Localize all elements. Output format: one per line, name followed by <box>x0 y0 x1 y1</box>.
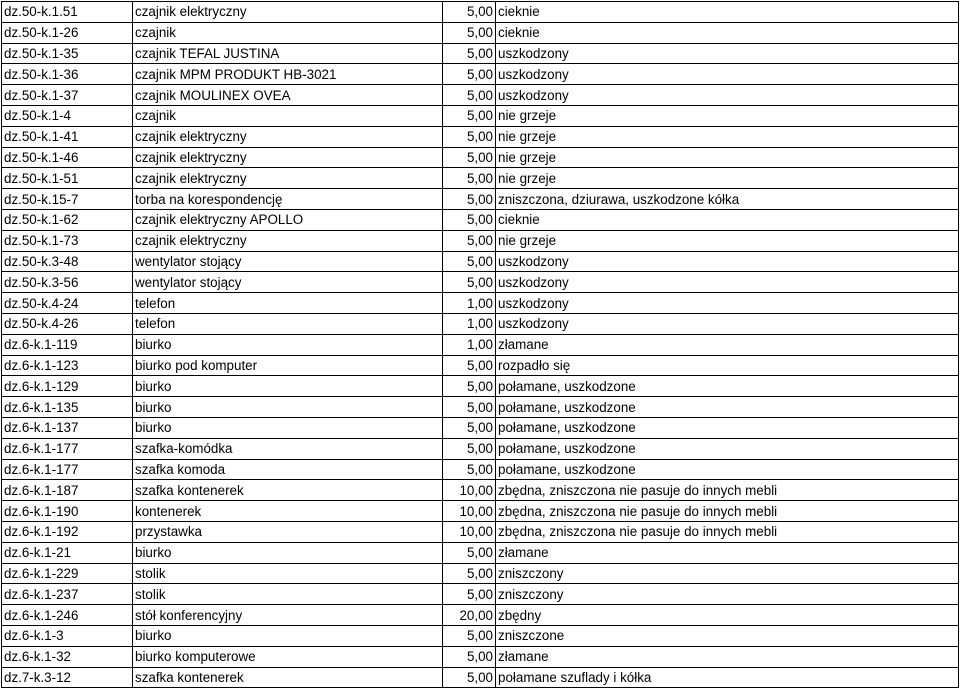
table-row <box>2 168 959 189</box>
table-row <box>2 355 959 376</box>
table-row <box>2 209 959 230</box>
cell-inventory-number: dz.6-k.1-21 <box>2 542 133 563</box>
cell-condition-note: uszkodzony <box>496 272 959 293</box>
cell-quantity: 5,00 <box>443 189 496 210</box>
cell-condition-note: cieknie <box>496 209 959 230</box>
cell-quantity: 1,00 <box>443 293 496 314</box>
cell-inventory-number: dz.50-k.4-24 <box>2 293 133 314</box>
cell-condition-note: złamane <box>496 646 959 667</box>
cell-condition-note: uszkodzony <box>496 64 959 85</box>
cell-inventory-number: dz.6-k.1-32 <box>2 646 133 667</box>
cell-item-name: stolik <box>133 563 443 584</box>
table-row <box>2 22 959 43</box>
cell-condition-note: zniszczony <box>496 563 959 584</box>
cell-item-name: wentylator stojący <box>133 251 443 272</box>
cell-quantity: 5,00 <box>443 563 496 584</box>
cell-item-name: telefon <box>133 293 443 314</box>
cell-inventory-number: dz.50-k.1-51 <box>2 168 133 189</box>
cell-quantity: 5,00 <box>443 355 496 376</box>
cell-condition-note: cieknie <box>496 22 959 43</box>
table-row <box>2 397 959 418</box>
cell-quantity: 5,00 <box>443 64 496 85</box>
cell-inventory-number: dz.50-k.3-56 <box>2 272 133 293</box>
cell-quantity: 5,00 <box>443 397 496 418</box>
cell-condition-note: nie grzeje <box>496 147 959 168</box>
cell-item-name: szafka-komódka <box>133 438 443 459</box>
table-row <box>2 438 959 459</box>
table-row <box>2 230 959 251</box>
cell-quantity: 5,00 <box>443 542 496 563</box>
cell-inventory-number: dz.50-k.1.51 <box>2 2 133 23</box>
cell-condition-note: zniszczona, dziurawa, uszkodzone kółka <box>496 189 959 210</box>
cell-inventory-number: dz.6-k.1-3 <box>2 625 133 646</box>
cell-item-name: wentylator stojący <box>133 272 443 293</box>
cell-condition-note: zbędna, zniszczona nie pasuje do innych mebli <box>496 480 959 501</box>
cell-item-name: czajnik MPM PRODUKT HB-3021 <box>133 64 443 85</box>
cell-condition-note: nie grzeje <box>496 126 959 147</box>
table-row <box>2 313 959 334</box>
cell-item-name: czajnik <box>133 22 443 43</box>
cell-inventory-number: dz.6-k.1-190 <box>2 501 133 522</box>
table-row <box>2 272 959 293</box>
cell-inventory-number: dz.50-k.1-62 <box>2 209 133 230</box>
cell-condition-note: rozpadło się <box>496 355 959 376</box>
cell-item-name: biurko <box>133 334 443 355</box>
table-row <box>2 334 959 355</box>
cell-item-name: biurko <box>133 397 443 418</box>
cell-condition-note: uszkodzony <box>496 251 959 272</box>
cell-inventory-number: dz.6-k.1-187 <box>2 480 133 501</box>
cell-inventory-number: dz.50-k.3-48 <box>2 251 133 272</box>
cell-item-name: biurko komputerowe <box>133 646 443 667</box>
cell-quantity: 10,00 <box>443 501 496 522</box>
cell-item-name: telefon <box>133 313 443 334</box>
table-row <box>2 126 959 147</box>
cell-item-name: stolik <box>133 584 443 605</box>
cell-condition-note: połamane, uszkodzone <box>496 417 959 438</box>
cell-item-name: czajnik TEFAL JUSTINA <box>133 43 443 64</box>
cell-condition-note: połamane, uszkodzone <box>496 459 959 480</box>
table-row <box>2 646 959 667</box>
cell-item-name: czajnik elektryczny <box>133 2 443 23</box>
cell-inventory-number: dz.6-k.1-119 <box>2 334 133 355</box>
table-row <box>2 542 959 563</box>
cell-quantity: 5,00 <box>443 646 496 667</box>
table-row <box>2 584 959 605</box>
cell-condition-note: uszkodzony <box>496 43 959 64</box>
cell-quantity: 5,00 <box>443 85 496 106</box>
cell-condition-note: cieknie <box>496 2 959 23</box>
cell-quantity: 5,00 <box>443 105 496 126</box>
cell-inventory-number: dz.50-k.1-37 <box>2 85 133 106</box>
cell-condition-note: połamane szuflady i kółka <box>496 667 959 688</box>
cell-inventory-number: dz.50-k.1-36 <box>2 64 133 85</box>
cell-inventory-number: dz.6-k.1-137 <box>2 417 133 438</box>
cell-item-name: torba na korespondencję <box>133 189 443 210</box>
cell-quantity: 1,00 <box>443 313 496 334</box>
cell-item-name: kontenerek <box>133 501 443 522</box>
cell-condition-note: złamane <box>496 334 959 355</box>
cell-quantity: 5,00 <box>443 584 496 605</box>
table-row <box>2 667 959 688</box>
cell-inventory-number: dz.50-k.15-7 <box>2 189 133 210</box>
table-row <box>2 2 959 23</box>
cell-item-name: biurko <box>133 376 443 397</box>
cell-item-name: czajnik elektryczny <box>133 126 443 147</box>
cell-quantity: 10,00 <box>443 480 496 501</box>
cell-quantity: 5,00 <box>443 667 496 688</box>
cell-quantity: 1,00 <box>443 334 496 355</box>
cell-quantity: 5,00 <box>443 251 496 272</box>
cell-quantity: 20,00 <box>443 605 496 626</box>
cell-inventory-number: dz.6-k.1-177 <box>2 438 133 459</box>
table-row <box>2 85 959 106</box>
cell-inventory-number: dz.6-k.1-135 <box>2 397 133 418</box>
cell-quantity: 5,00 <box>443 438 496 459</box>
cell-quantity: 5,00 <box>443 22 496 43</box>
cell-item-name: czajnik MOULINEX OVEA <box>133 85 443 106</box>
table-row <box>2 293 959 314</box>
cell-inventory-number: dz.50-k.1-35 <box>2 43 133 64</box>
cell-inventory-number: dz.7-k.3-12 <box>2 667 133 688</box>
cell-condition-note: połamane, uszkodzone <box>496 376 959 397</box>
cell-inventory-number: dz.50-k.1-46 <box>2 147 133 168</box>
cell-quantity: 5,00 <box>443 417 496 438</box>
table-row <box>2 43 959 64</box>
table-row <box>2 480 959 501</box>
cell-quantity: 5,00 <box>443 459 496 480</box>
cell-item-name: szafka kontenerek <box>133 667 443 688</box>
table-row <box>2 563 959 584</box>
cell-inventory-number: dz.50-k.1-41 <box>2 126 133 147</box>
cell-quantity: 5,00 <box>443 230 496 251</box>
cell-inventory-number: dz.6-k.1-229 <box>2 563 133 584</box>
table-row <box>2 625 959 646</box>
table-row <box>2 521 959 542</box>
cell-item-name: czajnik elektryczny <box>133 230 443 251</box>
cell-quantity: 5,00 <box>443 376 496 397</box>
cell-inventory-number: dz.50-k.1-26 <box>2 22 133 43</box>
cell-item-name: biurko pod komputer <box>133 355 443 376</box>
cell-quantity: 5,00 <box>443 147 496 168</box>
cell-inventory-number: dz.6-k.1-237 <box>2 584 133 605</box>
cell-item-name: biurko <box>133 542 443 563</box>
cell-condition-note: nie grzeje <box>496 168 959 189</box>
cell-condition-note: złamane <box>496 542 959 563</box>
table-row <box>2 147 959 168</box>
table-row <box>2 417 959 438</box>
cell-condition-note: połamane, uszkodzone <box>496 438 959 459</box>
cell-condition-note: uszkodzony <box>496 85 959 106</box>
cell-inventory-number: dz.50-k.1-4 <box>2 105 133 126</box>
cell-inventory-number: dz.6-k.1-246 <box>2 605 133 626</box>
cell-inventory-number: dz.6-k.1-177 <box>2 459 133 480</box>
cell-item-name: biurko <box>133 417 443 438</box>
cell-item-name: czajnik elektryczny <box>133 168 443 189</box>
cell-quantity: 10,00 <box>443 521 496 542</box>
table-row <box>2 251 959 272</box>
cell-item-name: szafka komoda <box>133 459 443 480</box>
cell-quantity: 5,00 <box>443 126 496 147</box>
cell-condition-note: nie grzeje <box>496 230 959 251</box>
cell-quantity: 5,00 <box>443 209 496 230</box>
table-row <box>2 189 959 210</box>
cell-condition-note: nie grzeje <box>496 105 959 126</box>
cell-inventory-number: dz.6-k.1-129 <box>2 376 133 397</box>
table-row <box>2 105 959 126</box>
cell-condition-note: zbędny <box>496 605 959 626</box>
cell-condition-note: zniszczone <box>496 625 959 646</box>
cell-inventory-number: dz.50-k.1-73 <box>2 230 133 251</box>
inventory-table-body <box>2 2 959 688</box>
cell-item-name: czajnik elektryczny APOLLO <box>133 209 443 230</box>
cell-item-name: szafka kontenerek <box>133 480 443 501</box>
cell-item-name: biurko <box>133 625 443 646</box>
cell-condition-note: zniszczony <box>496 584 959 605</box>
inventory-table <box>1 1 959 688</box>
cell-inventory-number: dz.6-k.1-123 <box>2 355 133 376</box>
cell-condition-note: połamane, uszkodzone <box>496 397 959 418</box>
cell-condition-note: uszkodzony <box>496 313 959 334</box>
table-row <box>2 64 959 85</box>
cell-quantity: 5,00 <box>443 43 496 64</box>
cell-item-name: przystawka <box>133 521 443 542</box>
cell-condition-note: zbędna, zniszczona nie pasuje do innych mebli <box>496 521 959 542</box>
table-row <box>2 459 959 480</box>
cell-condition-note: zbędna, zniszczona nie pasuje do innych mebli <box>496 501 959 522</box>
cell-quantity: 5,00 <box>443 272 496 293</box>
cell-condition-note: uszkodzony <box>496 293 959 314</box>
cell-quantity: 5,00 <box>443 625 496 646</box>
cell-item-name: czajnik <box>133 105 443 126</box>
table-row <box>2 501 959 522</box>
cell-quantity: 5,00 <box>443 168 496 189</box>
cell-inventory-number: dz.50-k.4-26 <box>2 313 133 334</box>
cell-inventory-number: dz.6-k.1-192 <box>2 521 133 542</box>
table-row <box>2 376 959 397</box>
cell-item-name: stół konferencyjny <box>133 605 443 626</box>
cell-quantity: 5,00 <box>443 2 496 23</box>
cell-item-name: czajnik elektryczny <box>133 147 443 168</box>
table-row <box>2 605 959 626</box>
